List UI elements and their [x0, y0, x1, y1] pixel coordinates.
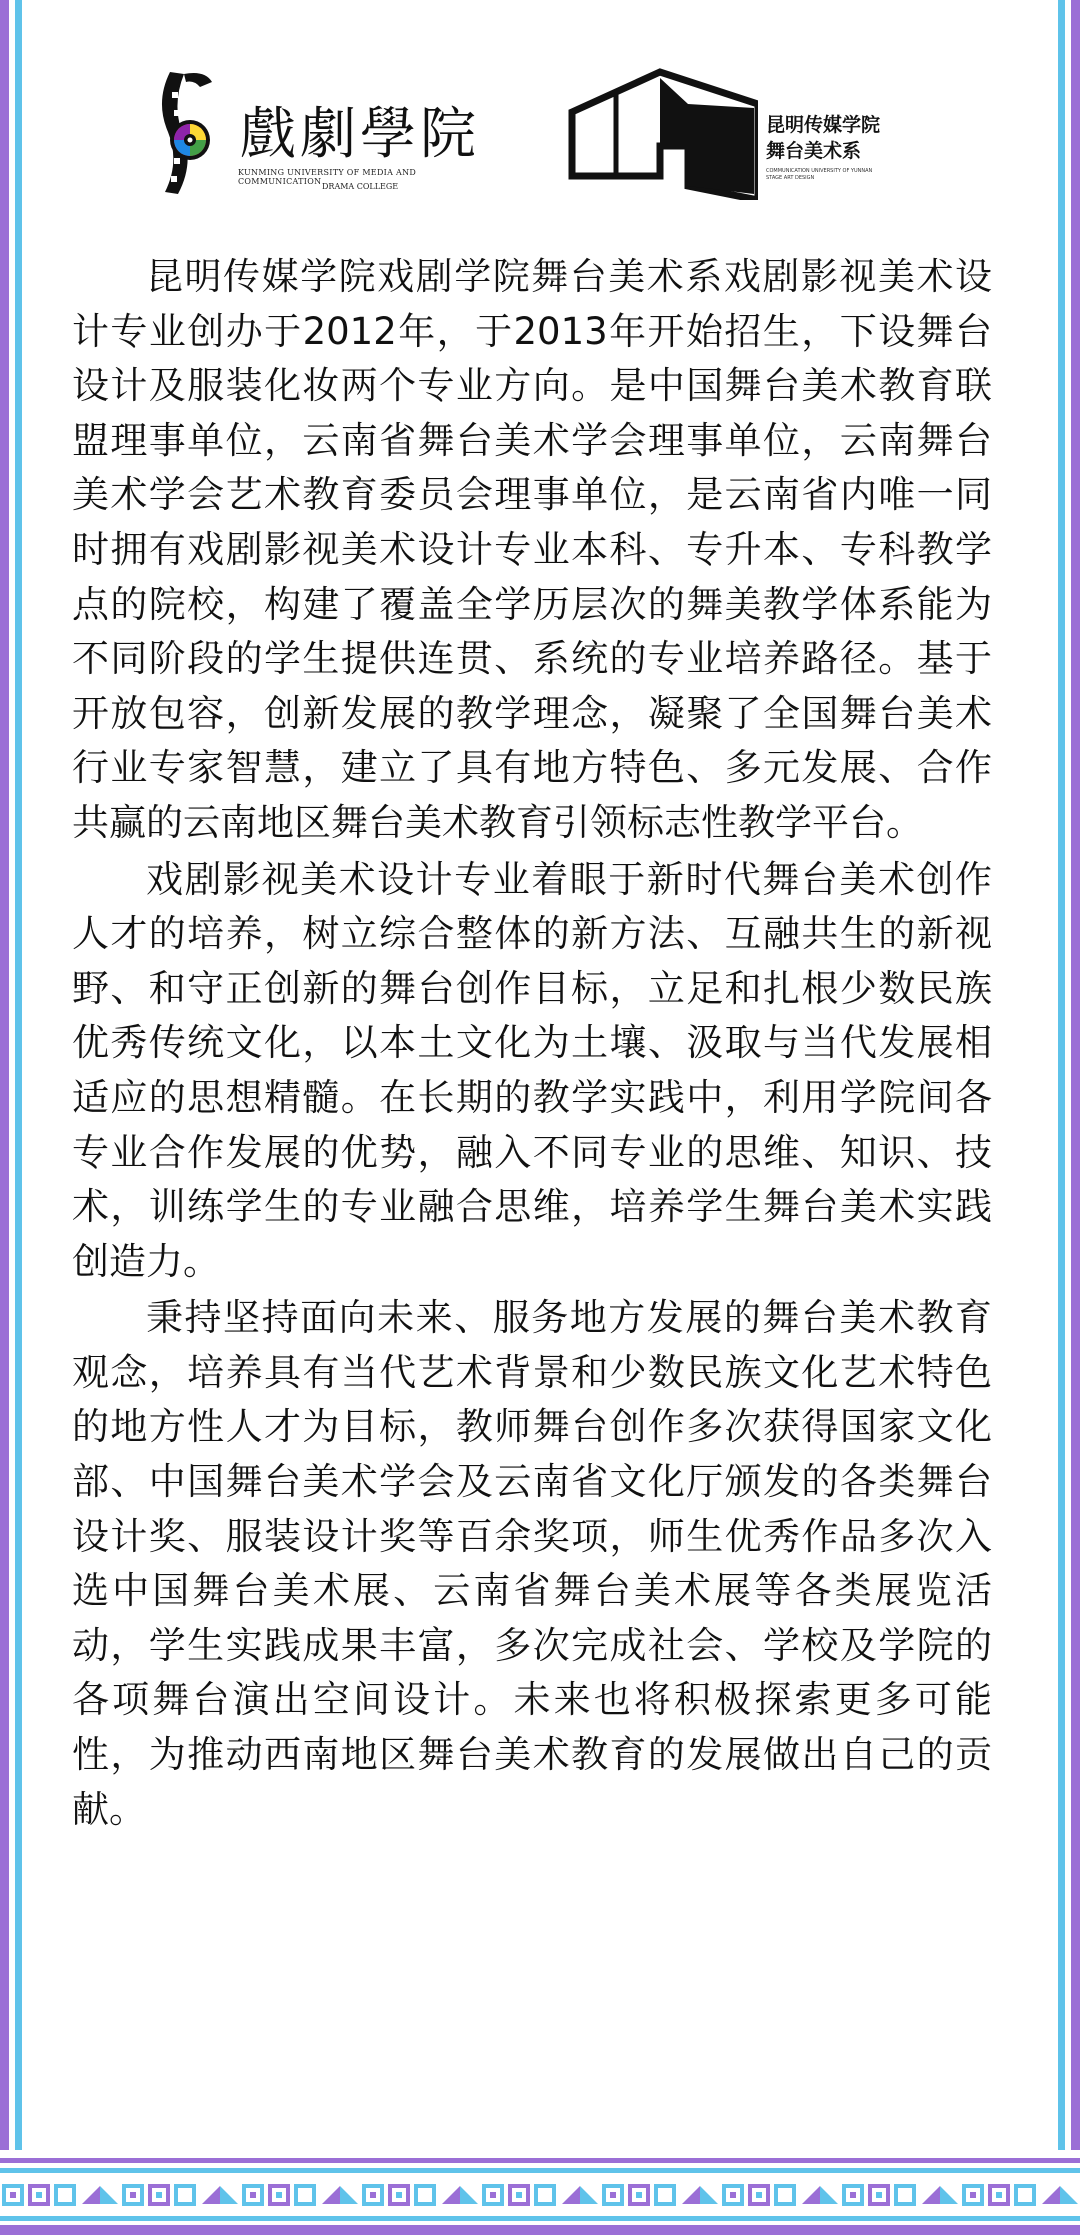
drama-college-logo	[150, 62, 495, 202]
header-logos	[150, 62, 930, 202]
article-paragraph-2: 戏剧影视美术设计专业着眼于新时代舞台美术创作人才的培养，树立综合整体的新方法、互融共生的新视野、和守正创新的舞台创作目标，立足和扎根少数民族优秀传统文化，以本土文化为土壤、汲取与当代发展相适应的思想精髓。在长期的教学实践中，利用学院间各专业合作发展的优势，融入不同专业的思维、知识、技术，训练学生的专业融合思维，培养学生舞台美术实践创造力。	[72, 857, 992, 1283]
dept-english-line2: STAGE ART DESIGN	[766, 175, 815, 181]
stage-building-icon	[568, 64, 758, 200]
bottom-border-purple-line-2	[0, 2225, 1080, 2235]
right-border-blue-stripe	[1058, 0, 1065, 2150]
drama-college-calligraphy: 戲劇學院	[240, 102, 480, 167]
right-border	[1054, 0, 1080, 2150]
right-border-purple-stripe	[1071, 0, 1080, 2150]
dept-name-line2: 舞台美术系	[766, 140, 862, 162]
film-reel-emblem-icon	[150, 62, 240, 202]
article-paragraph-1: 昆明传媒学院戏剧学院舞台美术系戏剧影视美术设计专业创办于2012年，于2013年开始招生，下设舞台设计及服装化妆两个专业方向。是中国舞台美术教育联盟理事单位，云南省舞台美术学会理事单位，云南舞台美术学会艺术教育委员会理事单位，是云南省内唯一同时拥有戏剧影视美术设计专业本科、专升本、专科教学点的院校，构建了覆盖全学历层次的舞美教学体系能为不同阶段的学生提供连贯、系统的专业培养路径。基于开放包容，创新发展的教学理念，凝聚了全国舞台美术行业专家智慧，建立了具有地方特色、多元发展、合作共赢的云南地区舞台美术教育引领标志性教学平台。	[72, 255, 992, 844]
stage-art-department-english	[766, 168, 906, 182]
article-paragraph-3: 秉持坚持面向未来、服务地方发展的舞台美术教育观念，培养具有当代艺术背景和少数民族文化艺术特色的地方性人才为目标，教师舞台创作多次获得国家文化部、中国舞台美术学会及云南省文化厅颁发的各类舞台设计奖、服装设计奖等百余奖项，师生优秀作品多次入选中国舞台美术展、云南省舞台美术展等各类展览活动，学生实践成果丰富，多次完成社会、学校及学院的各项舞台演出空间设计。未来也将积极探索更多可能性，为推动西南地区舞台美术教育的发展做出自己的贡献。	[72, 1296, 992, 1831]
ethnic-pattern-strip	[0, 2176, 1080, 2214]
article-body	[72, 250, 992, 1839]
dept-english-line1: COMMUNICATION UNIVERSITY OF YUNNAN	[766, 168, 873, 174]
decorative-bottom-border	[0, 2150, 1080, 2235]
bottom-border-blue-line	[0, 2168, 1080, 2173]
left-border	[0, 0, 26, 2150]
drama-college-english-line1: KUNMING UNIVERSITY OF MEDIA AND COMMUNICATION	[238, 168, 417, 186]
left-border-purple-stripe	[0, 0, 9, 2150]
drama-college-english-line2: DRAMA COLLEGE	[322, 182, 399, 191]
dept-name-line1: 昆明传媒学院	[766, 114, 881, 136]
stage-art-department-name	[766, 112, 880, 164]
left-border-blue-stripe	[15, 0, 22, 2150]
stage-art-department-logo	[568, 64, 908, 200]
right-border-gap	[1065, 0, 1071, 2150]
